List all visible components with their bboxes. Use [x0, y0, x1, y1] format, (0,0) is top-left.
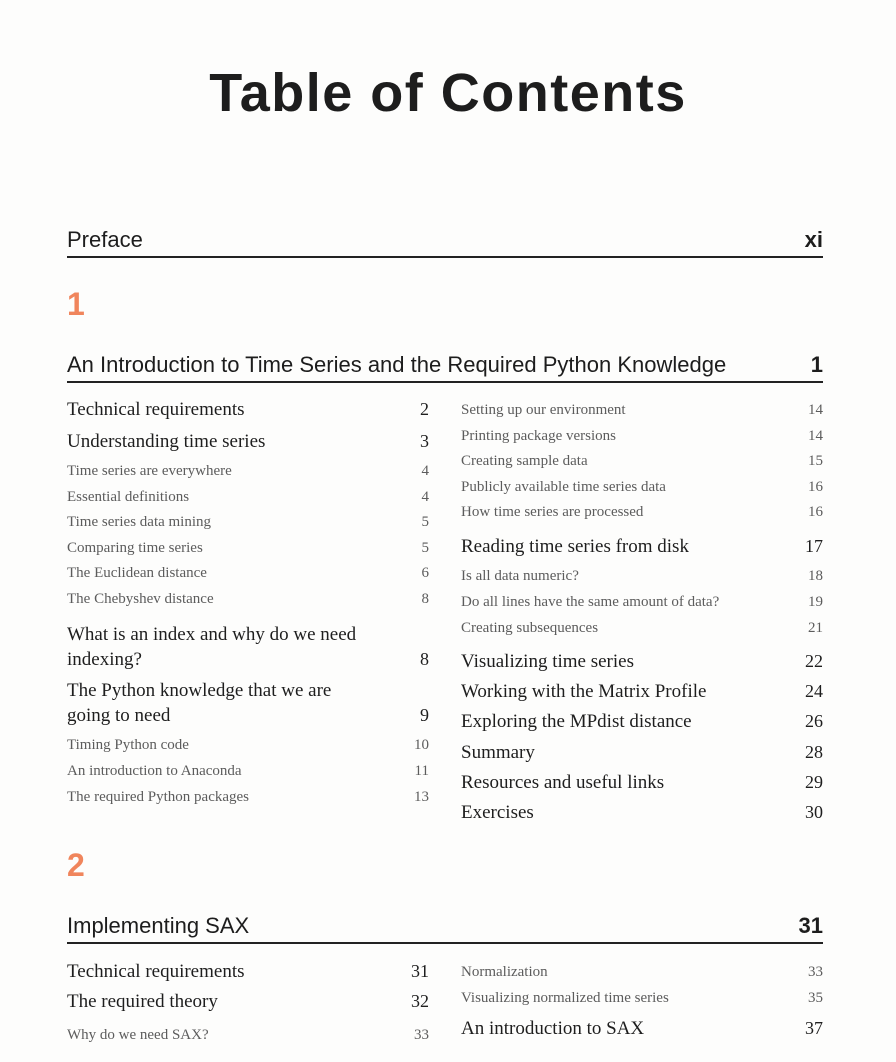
toc-subentry[interactable] [461, 585, 823, 611]
toc-subentry[interactable] [67, 506, 429, 531]
toc-entry-title: Time series are everywhere [67, 463, 232, 479]
toc-entry-page: 19 [808, 594, 823, 610]
toc-entry-title [67, 678, 399, 728]
chapter-1-heading[interactable] [67, 353, 823, 383]
toc-entry-page: 14 [808, 402, 823, 418]
toc-subentry[interactable] [67, 1014, 429, 1044]
toc-entry-title: An introduction to SAX [461, 1018, 645, 1039]
toc-entry-title: Exercises [461, 802, 534, 823]
toc-entry-page: 35 [808, 990, 823, 1006]
toc-subentry[interactable] [461, 393, 823, 419]
toc-entry[interactable] [461, 704, 823, 734]
page-title: Table of Contents [209, 63, 687, 123]
toc-entry-title: The Chebyshev distance [67, 591, 214, 607]
toc-subentry[interactable] [461, 611, 823, 637]
toc-entry[interactable] [67, 610, 429, 672]
toc-entry-page: 32 [411, 991, 429, 1011]
toc-entry-title: Setting up our environment [461, 402, 626, 418]
toc-entry[interactable] [461, 1007, 823, 1041]
toc-subentry[interactable] [461, 981, 823, 1007]
toc-entry-title: The required Python packages [67, 789, 250, 805]
toc-entry-page: 30 [805, 802, 823, 822]
toc-entry-title: An introduction to Anaconda [67, 763, 242, 779]
toc-subentry[interactable] [67, 454, 429, 480]
toc-entry-page: 4 [421, 463, 429, 479]
toc-entry-page: 22 [805, 651, 823, 671]
toc-entry-title: Technical requirements [67, 961, 245, 982]
chapter-1-left-column [67, 392, 429, 806]
toc-entry-page: 28 [805, 742, 823, 762]
toc-entry-page: 11 [414, 763, 429, 779]
toc-subentry[interactable] [461, 559, 823, 585]
toc-entry-title: Essential definitions [67, 489, 190, 505]
toc-entry[interactable] [461, 734, 823, 765]
toc-entry[interactable] [461, 795, 823, 825]
chapter-1-number: 1 [67, 286, 85, 322]
toc-subentry[interactable] [461, 445, 823, 470]
toc-entry-page: 15 [808, 453, 823, 469]
toc-subentry[interactable] [67, 480, 429, 506]
toc-entry-page: 37 [805, 1018, 823, 1038]
toc-entry-title: Do all lines have the same amount of data? [461, 594, 720, 610]
toc-entry-title-line: The Python knowledge that we are [67, 680, 332, 701]
toc-entry-page: 3 [420, 431, 429, 451]
toc-entry-title: The required theory [67, 991, 218, 1012]
toc-entry[interactable] [461, 637, 823, 674]
chapter-2-title: Implementing SAX [67, 913, 250, 938]
toc-entry-title-line: indexing? [67, 649, 142, 670]
toc-entry[interactable] [67, 984, 429, 1014]
toc-entry-title: Reading time series from disk [461, 536, 689, 557]
toc-subentry[interactable] [67, 780, 429, 806]
toc-entry-page: 13 [414, 789, 429, 805]
toc-entry-title-line: What is an index and why do we need [67, 624, 357, 645]
chapter-1-page: 1 [810, 352, 823, 377]
toc-entry-title: Resources and useful links [461, 772, 665, 793]
toc-entry-title: Printing package versions [461, 428, 616, 444]
toc-entry-title: Normalization [461, 964, 548, 980]
chapter-2-heading[interactable] [67, 914, 823, 944]
toc-entry-title: The Euclidean distance [67, 565, 207, 581]
toc-subentry[interactable] [67, 582, 429, 608]
toc-subentry[interactable] [461, 496, 823, 521]
toc-entry-page: 33 [808, 964, 823, 980]
toc-entry[interactable] [67, 672, 429, 728]
toc-entry[interactable] [461, 765, 823, 795]
toc-subentry[interactable] [461, 419, 823, 445]
toc-entry-title: How time series are processed [461, 504, 644, 520]
preface-page: xi [804, 227, 823, 252]
toc-entry-title: Visualizing time series [461, 651, 634, 672]
toc-entry-title: Why do we need SAX? [67, 1027, 209, 1043]
toc-entry-page: 14 [808, 428, 823, 444]
toc-subentry[interactable] [461, 955, 823, 981]
toc-entry-title: Visualizing normalized time series [461, 990, 669, 1006]
chapter-1-right-column [461, 393, 823, 825]
toc-entry-page: 10 [414, 737, 429, 753]
preface-label: Preface [67, 227, 143, 252]
toc-entry-title: Time series data mining [67, 514, 212, 530]
toc-entry-title: Creating subsequences [461, 620, 599, 636]
toc-entry[interactable] [67, 392, 429, 422]
toc-entry-page: 5 [421, 514, 429, 530]
toc-entry-page: 2 [420, 399, 429, 419]
toc-entry-page: 8 [420, 649, 429, 669]
toc-entry-page: 18 [808, 568, 823, 584]
chapter-2-number: 2 [67, 847, 85, 883]
toc-subentry[interactable] [67, 557, 429, 582]
toc-entry-page: 29 [805, 772, 823, 792]
toc-entry-title: Working with the Matrix Profile [461, 681, 707, 702]
chapter-2-right-column [461, 955, 823, 1041]
toc-entry[interactable] [67, 954, 429, 984]
chapter-1-title: An Introduction to Time Series and the Required Python Knowledge [67, 352, 727, 377]
toc-entry-page: 9 [420, 705, 429, 725]
toc-subentry[interactable] [461, 470, 823, 496]
toc-entry-page: 17 [805, 536, 823, 556]
toc-entry-page: 6 [421, 565, 429, 581]
toc-entry-title: Comparing time series [67, 540, 203, 556]
toc-entry-page: 5 [421, 540, 429, 556]
toc-entry-title-line: going to need [67, 705, 171, 726]
toc-entry-title: Summary [461, 742, 535, 763]
chapter-2-left-column [67, 954, 429, 1044]
toc-entry-page: 33 [414, 1027, 429, 1043]
toc-entry-page: 16 [808, 504, 823, 520]
toc-entry-title: Creating sample data [461, 453, 588, 469]
toc-entry-page: 21 [808, 620, 823, 636]
toc-entry-title: Understanding time series [67, 431, 266, 452]
toc-entry-page: 4 [421, 489, 429, 505]
toc-subentry[interactable] [67, 754, 429, 780]
toc-entry-title [67, 622, 399, 672]
toc-entry-title: Technical requirements [67, 399, 245, 420]
toc-subentry[interactable] [67, 531, 429, 557]
toc-entry[interactable] [461, 521, 823, 559]
toc-entry-title: Is all data numeric? [461, 568, 579, 584]
toc-entry-page: 8 [421, 591, 429, 607]
toc-entry-page: 24 [805, 681, 823, 701]
toc-entry-title: Timing Python code [67, 737, 189, 753]
toc-entry[interactable] [67, 422, 429, 454]
toc-entry-title: Exploring the MPdist distance [461, 711, 692, 732]
toc-entry-page: 16 [808, 479, 823, 495]
chapter-2-page: 31 [798, 913, 823, 938]
toc-entry-page: 31 [411, 961, 429, 981]
toc-entry[interactable] [461, 674, 823, 704]
preface-entry[interactable] [67, 228, 823, 258]
toc-subentry[interactable] [67, 728, 429, 754]
toc-entry-title: Publicly available time series data [461, 479, 666, 495]
toc-entry-page: 26 [805, 711, 823, 731]
